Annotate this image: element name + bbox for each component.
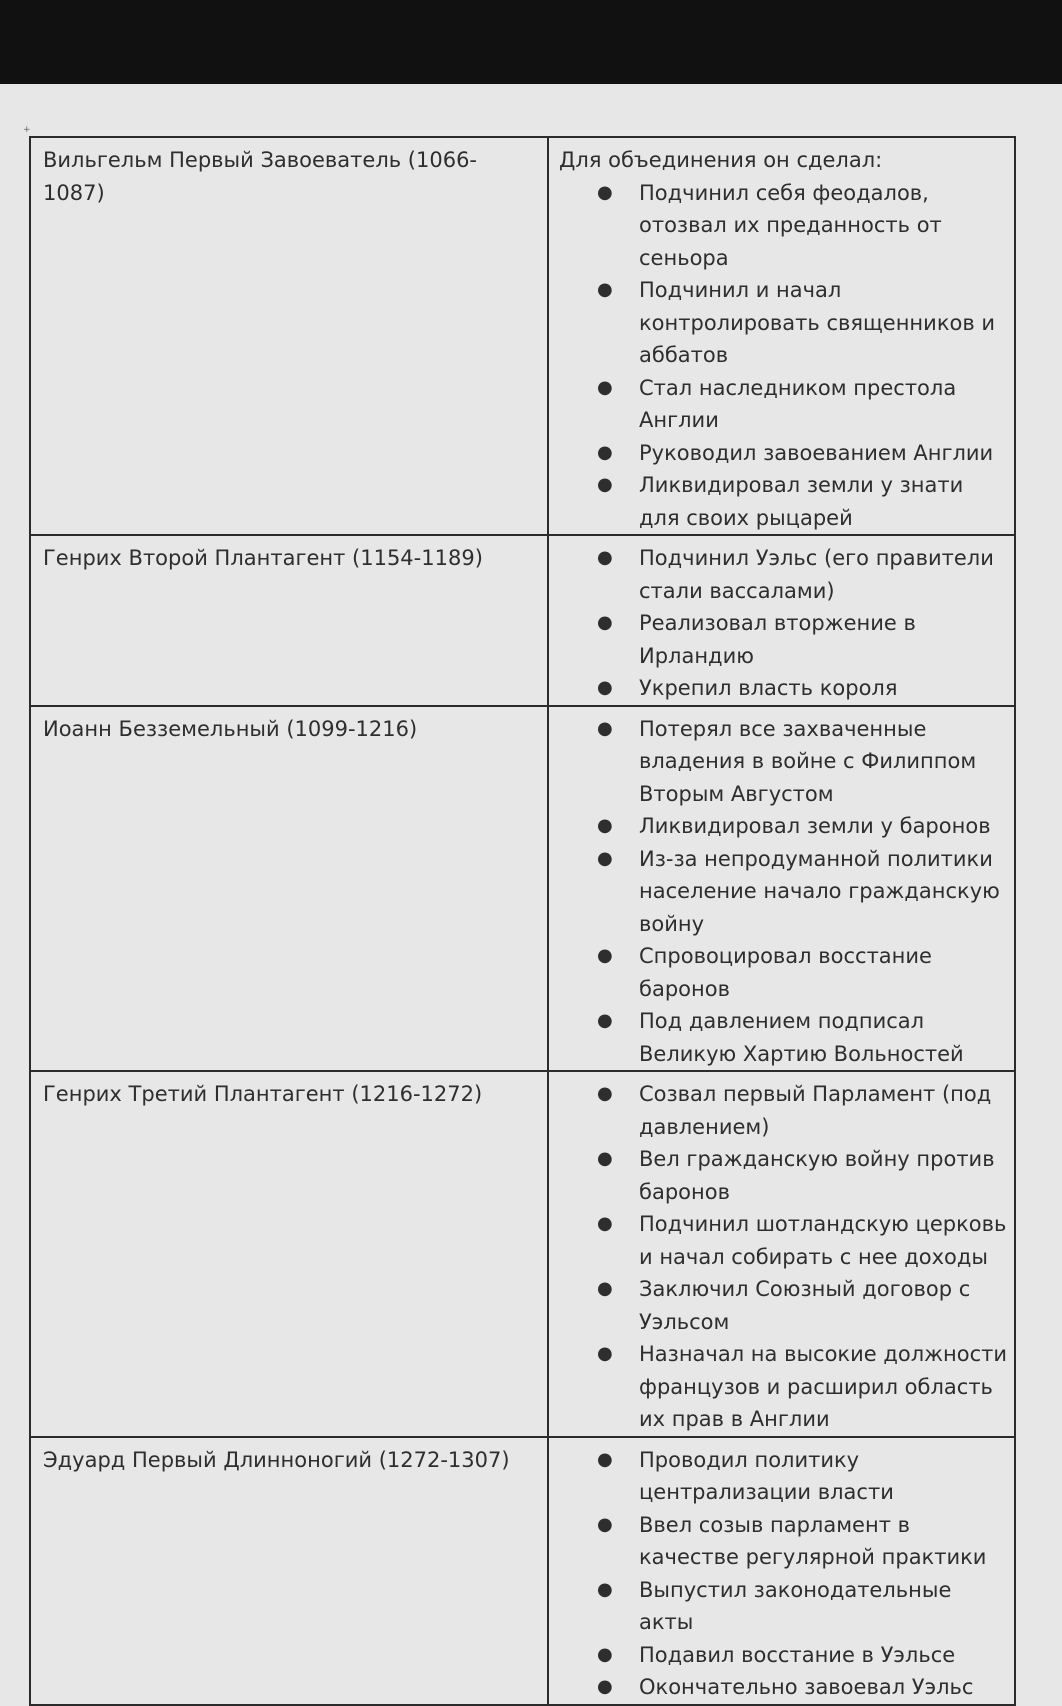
list-item — [559, 1671, 1010, 1704]
list-item — [559, 437, 1010, 470]
bullet-icon: ● — [597, 181, 613, 203]
deeds-cell — [548, 1071, 1015, 1437]
deeds-cell — [548, 137, 1015, 535]
ruler-name: Генрих Третий Плантагент (1216-1272) — [43, 1082, 483, 1106]
deed-text: Потерял все захваченные владения в войне с Филиппом Вторым Августом — [639, 716, 977, 806]
ruler-cell — [30, 137, 548, 535]
bullet-icon: ● — [597, 677, 613, 698]
bullet-icon: ● — [597, 1513, 613, 1535]
deed-text: Окончательно завоевал Уэльс — [639, 1675, 974, 1699]
list-item — [559, 1338, 1010, 1436]
top-bar — [0, 0, 1062, 84]
deeds-intro: Для объединения он сделал: — [559, 148, 883, 172]
ruler-cell — [30, 706, 548, 1072]
deed-text: Ликвидировал земли у баронов — [639, 814, 991, 838]
list-item — [559, 542, 1010, 607]
deed-text: Выпустил законодательные акты — [639, 1577, 952, 1634]
ruler-name: Эдуард Первый Длинноногий (1272-1307) — [43, 1447, 510, 1472]
deed-text: Ввел созыв парламент в качестве регулярной практики — [639, 1512, 987, 1569]
list-item — [559, 713, 1010, 811]
deeds-cell — [548, 1437, 1015, 1705]
deeds-list — [559, 177, 1010, 535]
list-item — [559, 1005, 1010, 1070]
table-row — [30, 1437, 1015, 1705]
deed-text: Заключил Союзный договор с Уэльсом — [639, 1277, 971, 1334]
bullet-icon: ● — [597, 612, 613, 633]
deed-text: Подчинил Уэльс (его правители стали вассалами) — [639, 546, 994, 603]
ruler-cell — [30, 1071, 548, 1437]
deeds-list — [559, 542, 1010, 705]
deeds-list — [559, 1078, 1010, 1436]
list-item — [559, 274, 1010, 372]
ruler-cell — [30, 1437, 548, 1705]
table-row — [30, 706, 1015, 1072]
list-item — [559, 1208, 1010, 1273]
deed-text: Руководил завоеванием Англии — [639, 440, 994, 465]
list-item — [559, 177, 1010, 275]
list-item — [559, 940, 1010, 1005]
ruler-cell — [30, 535, 548, 706]
table-row — [30, 535, 1015, 706]
list-item — [559, 672, 1010, 705]
bullet-icon: ● — [597, 547, 613, 568]
deed-text: Под давлением подписал Великую Хартию Вольностей — [639, 1009, 964, 1066]
bullet-icon: ● — [597, 1578, 613, 1600]
bullet-icon: ● — [597, 1010, 613, 1031]
ruler-name: Вильгельм Первый Завоеватель (1066-1087) — [43, 148, 478, 205]
deed-text: Вел гражданскую войну против баронов — [639, 1147, 995, 1204]
bullet-icon: ● — [597, 1643, 613, 1665]
deed-text: Созвал первый Парламент (под давлением) — [639, 1082, 992, 1139]
deeds-cell — [548, 535, 1015, 706]
deeds-list — [559, 713, 1010, 1071]
ruler-name: Генрих Второй Плантагент (1154-1189) — [43, 546, 483, 570]
table-move-handle-icon[interactable]: + — [23, 125, 31, 135]
ruler-name: Иоанн Безземельный (1099-1216) — [43, 716, 418, 741]
list-item — [559, 1078, 1010, 1143]
list-item — [559, 1574, 1010, 1639]
bullet-icon: ● — [597, 847, 613, 869]
bullet-icon: ● — [597, 945, 613, 966]
deed-text: Стал наследником престола Англии — [639, 375, 957, 432]
bullet-icon: ● — [597, 1148, 613, 1169]
bullet-icon: ● — [597, 376, 613, 398]
deed-text: Подчинил шотландскую церковь и начал собирать с нее доходы — [639, 1212, 1007, 1269]
bullet-icon: ● — [597, 1676, 613, 1697]
deed-text: Из-за непродуманной политики население начало гражданскую войну — [639, 846, 1000, 936]
table-row — [30, 1071, 1015, 1437]
deed-text: Ликвидировал земли у знати для своих рыцарей — [639, 473, 964, 530]
list-item — [559, 1444, 1010, 1509]
table-row — [30, 137, 1015, 535]
bullet-icon: ● — [597, 1343, 613, 1364]
bullet-icon: ● — [597, 815, 613, 836]
list-item — [559, 810, 1010, 843]
deed-text: Реализовал вторжение в Ирландию — [639, 611, 916, 668]
list-item — [559, 1273, 1010, 1338]
list-item — [559, 372, 1010, 437]
list-item — [559, 1639, 1010, 1672]
list-item — [559, 1143, 1010, 1208]
deed-text: Назначал на высокие должности французов и расширил область их прав в Англии — [639, 1342, 1008, 1431]
bullet-icon: ● — [597, 1213, 613, 1234]
deeds-cell — [548, 706, 1015, 1072]
bullet-icon: ● — [597, 441, 613, 463]
deed-text: Подчинил и начал контролировать священников и аббатов — [639, 278, 996, 367]
deed-text: Подчинил себя феодалов, отозвал их преданность от сеньора — [639, 180, 942, 270]
bullet-icon: ● — [597, 717, 613, 739]
deed-text: Укрепил власть короля — [639, 676, 898, 700]
bullet-icon: ● — [597, 474, 613, 495]
deed-text: Спровоцировал восстание баронов — [639, 944, 932, 1001]
bullet-icon: ● — [597, 1448, 613, 1470]
bullet-icon: ● — [597, 279, 613, 300]
deed-text: Проводил политику централизации власти — [639, 1447, 894, 1504]
list-item — [559, 607, 1010, 672]
deed-text: Подавил восстание в Уэльсе — [639, 1642, 956, 1667]
rulers-table — [29, 136, 1016, 1706]
deeds-list — [559, 1444, 1010, 1704]
list-item — [559, 843, 1010, 941]
bullet-icon: ● — [597, 1278, 613, 1299]
bullet-icon: ● — [597, 1083, 613, 1104]
list-item — [559, 469, 1010, 534]
